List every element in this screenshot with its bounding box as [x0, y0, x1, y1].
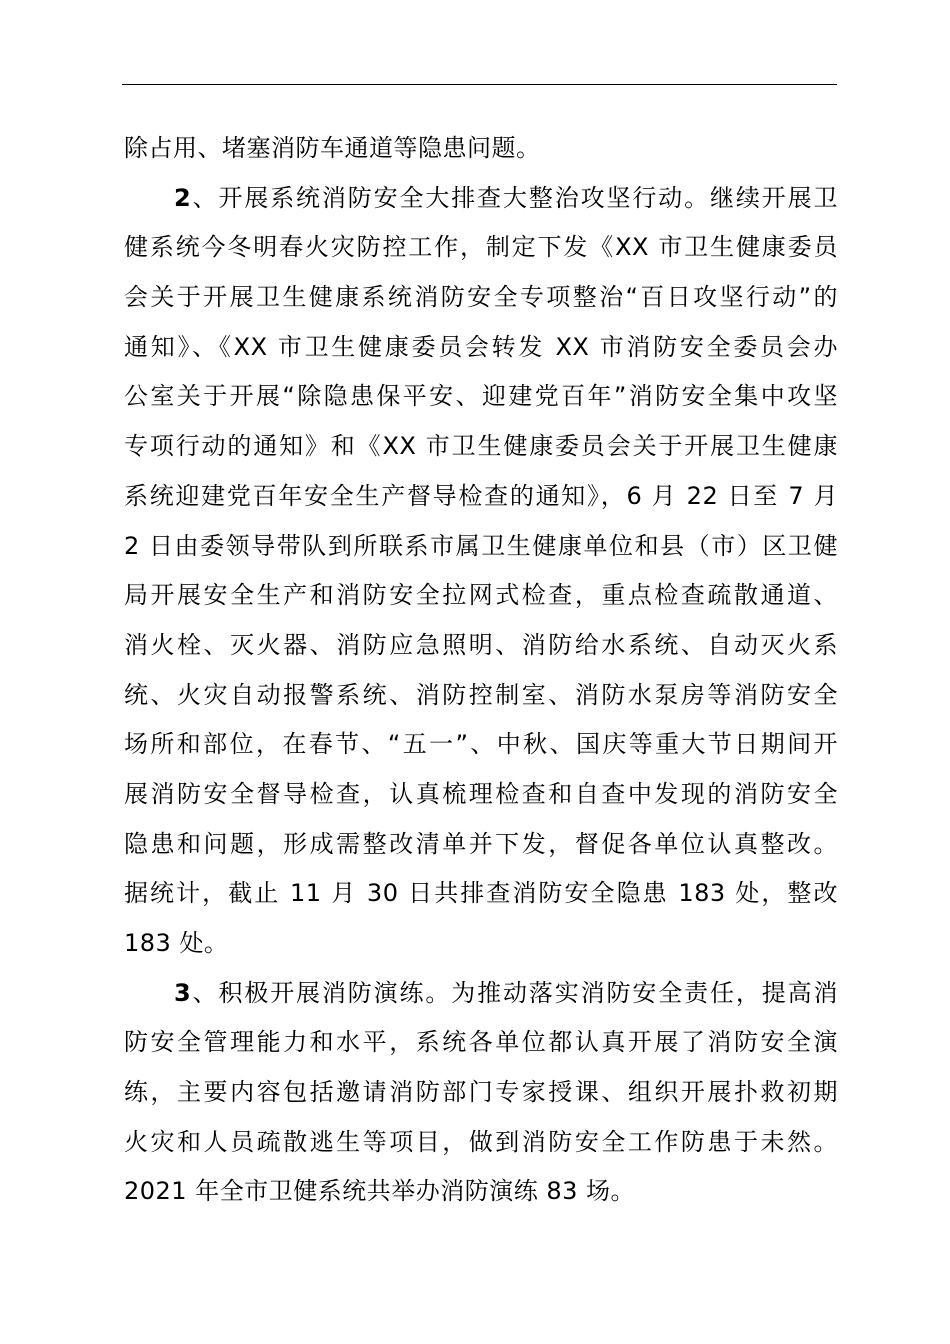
- paragraph-2-line: 通知》、《XX 市卫生健康委员会转发 XX 市消防安全委员会办: [124, 332, 838, 361]
- paragraph-3-line-text: 、积极开展消防演练。为推动落实消防安全责任，提高消: [191, 978, 838, 1007]
- paragraph-2-line: 消火栓、灭火器、消防应急照明、消防给水系统、自动灭火系: [124, 630, 838, 659]
- paragraph-3-line: [124, 969, 838, 1019]
- paragraph-3-line: 练，主要内容包括邀请消防部门专家授课、组织开展扑救初期: [124, 1078, 838, 1107]
- paragraph-2-line: 2 日由委领导带队到所联系市属卫生健康单位和县（市）区卫健: [124, 531, 838, 560]
- paragraph-2-line: 公室关于开展“除隐患保平安、迎建党百年”消防安全集中攻坚: [124, 382, 838, 411]
- paragraph-2-line: 隐患和问题，形成需整改清单并下发，督促各单位认真整改。: [124, 829, 838, 858]
- paragraph-2-line: 据统计，截止 11 月 30 日共排查消防安全隐患 183 处，整改: [124, 879, 838, 908]
- paragraph-3-line: 火灾和人员疏散逃生等项目，做到消防安全工作防患于未然。: [124, 1127, 838, 1156]
- header-rule: [122, 84, 837, 85]
- document-body: [124, 124, 838, 1217]
- paragraph-2-line: 统、火灾自动报警系统、消防控制室、消防水泵房等消防安全: [124, 680, 838, 709]
- paragraph-3-number: 3: [174, 978, 192, 1007]
- paragraph-2-line: 局开展安全生产和消防安全拉网式检查，重点检查疏散通道、: [124, 581, 838, 610]
- paragraph-2-line: 健系统今冬明春火灾防控工作，制定下发《XX 市卫生健康委员: [124, 233, 838, 262]
- paragraph-3-line: 2021 年全市卫健系统共举办消防演练 83 场。: [124, 1177, 636, 1206]
- paragraph-1-line: 除占用、堵塞消防车通道等隐患问题。: [124, 134, 541, 162]
- paragraph-2-line: 183 处。: [124, 929, 229, 957]
- paragraph-2-line: 会关于开展卫生健康系统消防安全专项整治“百日攻坚行动”的: [124, 283, 838, 312]
- paragraph-3-line: 防安全管理能力和水平，系统各单位都认真开展了消防安全演: [124, 1028, 838, 1057]
- paragraph-2-line: 展消防安全督导检查，认真梳理检查和自查中发现的消防安全: [124, 779, 838, 808]
- paragraph-2-line: [124, 174, 838, 224]
- paragraph-2-line: 系统迎建党百年安全生产督导检查的通知》，6 月 22 日至 7 月: [124, 481, 838, 510]
- paragraph-2-line-text: 、开展系统消防安全大排查大整治攻坚行动。继续开展卫: [191, 183, 838, 212]
- paragraph-2-line: 场所和部位，在春节、“五一”、中秋、国庆等重大节日期间开: [124, 730, 838, 759]
- paragraph-2-line: 专项行动的通知》和《XX 市卫生健康委员会关于开展卫生健康: [124, 432, 838, 461]
- paragraph-2-number: 2: [174, 183, 192, 212]
